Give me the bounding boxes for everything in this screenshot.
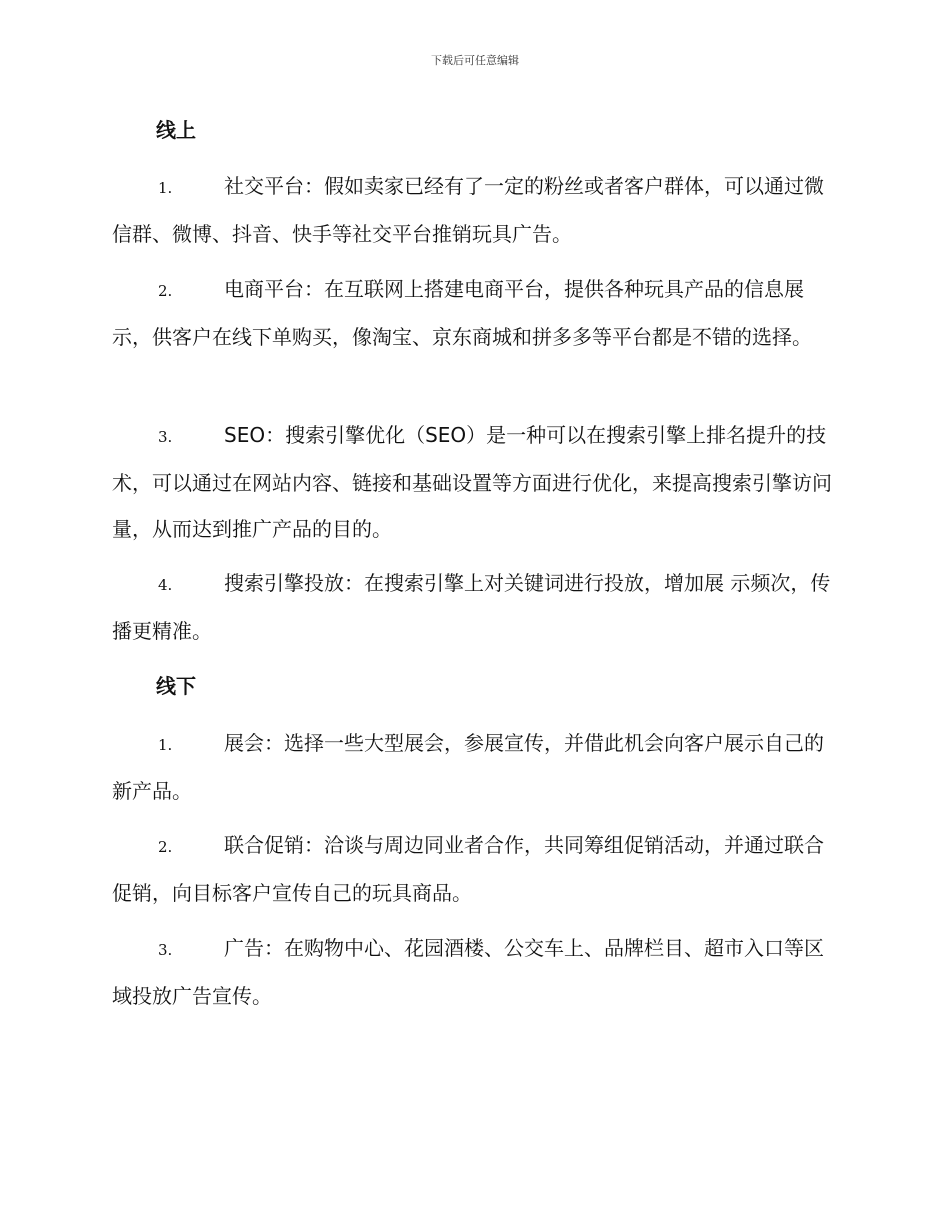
list-item-number: 3. <box>158 428 173 446</box>
list-item <box>112 822 834 916</box>
list-item <box>112 412 834 552</box>
list-item <box>112 560 834 654</box>
list-item <box>112 266 834 360</box>
list-item-number: 2. <box>158 282 173 300</box>
list-item <box>112 163 834 257</box>
list-item-number: 3. <box>158 941 173 959</box>
list-item-text: 联合促销：洽谈与周边同业者合作，共同筹组促销活动，并通过联合促销，向目标客户宣传自己的玩具商品。 <box>112 833 824 905</box>
list-item <box>112 925 834 1019</box>
list-item <box>112 720 834 814</box>
list-item-text: 社交平台：假如卖家已经有了一定的粉丝或者客户群体，可以通过微信群、微博、抖音、快手等社交平台推销玩具广告。 <box>112 174 824 246</box>
list-item-number: 1. <box>158 179 173 197</box>
list-item-number: 1. <box>158 736 173 754</box>
list-item-text: 展会：选择一些大型展会，参展宣传，并借此机会向客户展示自己的新产品。 <box>112 731 824 803</box>
list-item-text: SEO：搜索引擎优化（SEO）是一种可以在搜索引擎上排名提升的技术，可以通过在网站内容、链接和基础设置等方面进行优化，来提高搜索引擎访问量，从而达到推广产品的目的。 <box>112 423 832 541</box>
section-heading-offline: 线下 <box>156 674 196 698</box>
section-heading-online: 线上 <box>156 118 196 142</box>
list-item-text: 搜索引擎投放：在搜索引擎上对关键词进行投放，增加展 示频次，传播更精准。 <box>112 571 831 643</box>
page-header-note: 下载后可任意编辑 <box>431 54 519 67</box>
list-item-text: 广告：在购物中心、花园酒楼、公交车上、品牌栏目、超市入口等区域投放广告宣传。 <box>112 936 824 1008</box>
list-item-number: 2. <box>158 838 173 856</box>
list-item-text: 电商平台：在互联网上搭建电商平台，提供各种玩具产品的信息展示，供客户在线下单购买，像淘宝、京东商城和拼多多等平台都是不错的选择。 <box>112 277 812 349</box>
list-item-number: 4. <box>158 576 173 594</box>
